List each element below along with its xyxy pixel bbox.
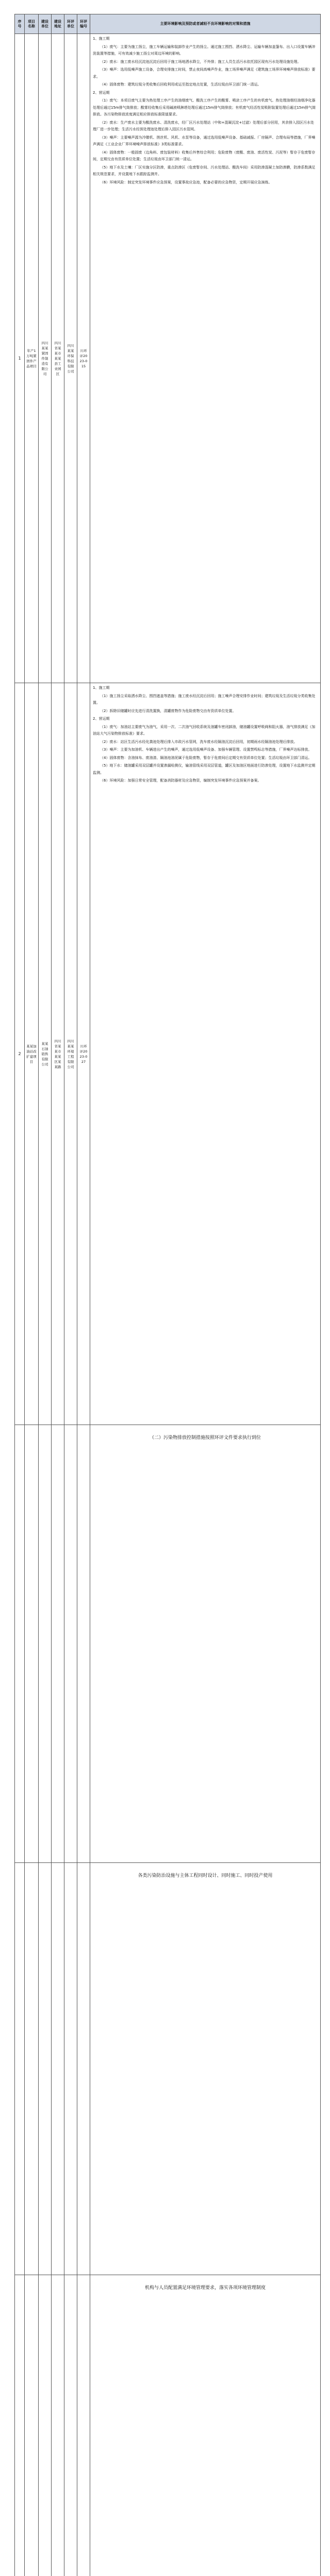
measure-paragraph: （1）废气：本项目废气主要为热处理工序产生的油烟废气、酸洗工序产生的酸雾、喷涂工序产生的有机废气。热处理油烟经油烟净化器处理后通过15m排气筒排放；酸雾经收集后采用碱液喷淋塔处理后通过15m排气筒排放；有机废气经活性炭吸附装置处理后通过15m排气筒排放。各污染物排放浓度满足相应排放标准限值要求。 [93,98,316,116]
table-row [15,1863,321,2275]
measure-paragraph: （3）噪声：选用低噪声施工设备，合理安排施工时间，禁止夜间高噪声作业，施工场界噪声满足《建筑施工场界环境噪声排放标准》要求。 [93,67,316,79]
table-row [15,2275,321,2576]
measures-cell [90,683,321,1425]
document-page [14,14,320,2576]
table-row [15,34,321,683]
measure-paragraph: （1）废气：加油站主要废气为油气，采用一次、二次油气回收系统及油罐车密闭卸油，储油罐设置呼吸阀和阻火器，油气排放满足《加油站大气污染物排放标准》要求。 [93,724,316,736]
measure-paragraph: （2）废水：施工废水经沉淀池沉淀后回用于施工场地洒水降尘，不外排；施工人员生活污水依托园区现有污水处理设施处理。 [100,59,301,64]
measure-paragraph: （2）废水：站区生活污水经化粪池处理后排入市政污水管网，洗车废水经隔油沉淀后回用，初期雨水经隔油池处理后排放。 [100,739,298,744]
table-row [15,683,321,1425]
assessment-unit: 四川某某环境工程有限公司 [64,683,77,1425]
measure-paragraph: （2）废水：生产废水主要为酸洗废水、清洗废水，经厂区污水处理站（中和+混凝沉淀+过滤）处理后部分回用，其余排入园区污水处理厂进一步处理；生活污水经预处理池处理后排入园区污水管网。 [93,120,315,131]
measure-paragraph: （4）固体废物：一般固废（边角料、废包装材料）收集后外售综合利用；危险废物（废酸、废油、废活性炭、污泥等）暂存于危废暂存间，定期交由有资质单位处置；生活垃圾由环卫部门统一清运。 [93,150,316,161]
header-address: 建设地址 [52,14,64,34]
measure-paragraph: （3）噪声：主要为加油机、车辆进出产生的噪声，通过选用低噪声设备、加强车辆管理、设置禁鸣标志等措施，厂界噪声达标排放。 [100,748,312,752]
measure-paragraph: （2）拆除旧储罐时应先进行清洗置换，清罐废物作为危险废物交由有资质单位处置。 [100,708,236,713]
assessment-unit: 四川某某环保科技有限公司 [64,34,77,683]
company-name: 四川某某紧固件制造有限公司 [39,34,52,683]
row-index: 2 [15,683,25,1425]
header-company: 建设单位 [39,14,52,34]
measure-paragraph: （4）固体废物：含油抹布、废油渣、隔油池油泥属于危险废物，暂存于危废间后定期交有资质单位处置；生活垃圾由环卫部门清运。 [100,755,312,760]
company-name: 某某石油销售有限公司 [39,683,52,1425]
header-report-number: 环评编号 [77,14,90,34]
continuation-cell: （二）污染物排放控制措施按照环评文件要求执行到位 [90,1425,321,1863]
table-row [15,1425,321,1863]
measure-paragraph: （6）环境风险：制定突发环境事件应急预案，设置事故应急池，配备必要的应急物资，定期开展应急演练。 [100,180,272,184]
header-measures: 主要环境影响及预防或者减轻不良环境影响的对策和措施 [90,14,321,34]
report-number: 川环评2023-027 [77,683,90,1425]
measures-cell [90,34,321,683]
measure-paragraph: （1）废气：主要为施工扬尘，施工车辆运输和装卸作业产生的扬尘。通过施工围挡、洒水降尘、运输车辆加盖篷布、出入口设置车辆冲洗装置等措施，可有效减少施工扬尘对周边环境的影响。 [93,44,316,56]
project-address: 四川省某某市某某区某某路 [52,683,64,1425]
measure-paragraph: （3）噪声：主要噪声源为冷镦机、搓丝机、风机、水泵等设备，通过选用低噪声设备、基础减振、厂房隔声、合理布局等措施，厂界噪声满足《工业企业厂界环境噪声排放标准》3类标准要求。 [93,135,316,146]
header-project-name: 项目名称 [25,14,39,34]
header-assessor: 环评单位 [64,14,77,34]
project-name: 年产1万吨紧固件产品项目 [25,34,39,683]
measure-paragraph: （5）地下水及土壤：厂区实施分区防渗，重点防渗区（危废暂存间、污水处理站、酸洗车间）采用防渗混凝土加防渗膜，防渗系数满足相关规范要求，并设置地下水跟踪监测井。 [93,165,316,176]
header-index: 序号 [15,14,25,34]
continuation-cell: 机构与人员配置满足环境管理要求，落实各项环境管理制度 [90,2275,321,2576]
row-index: 1 [15,34,25,683]
measure-paragraph: 1、施工期 [93,686,110,690]
measure-paragraph: 2、营运期 [93,90,110,95]
measure-paragraph: 1、施工期 [93,37,110,41]
report-number: 川环评2023-015 [77,34,90,683]
continuation-cell: 各类污染防治设施与主体工程同时设计、同时施工、同时投产使用 [90,1863,321,2275]
measure-paragraph: （5）地下水：储油罐采用双层罐并设置渗漏检测仪，输油管线采用双层管道，罐区及加油区地面进行防渗处理，设置地下水监测井定期监测。 [93,764,316,775]
environmental-assessment-table [14,14,321,2576]
measure-paragraph: （4）固体废物：建筑垃圾分类收集后回收利用或运至指定地点处置，生活垃圾由环卫部门统一清运。 [100,82,261,87]
table-header-row [15,14,321,34]
measure-paragraph: 2、营运期 [93,717,110,721]
project-name: 某某加油站改扩建项目 [25,683,39,1425]
project-address: 四川省某某市某某县工业园区 [52,34,64,683]
measure-paragraph: （1）施工扬尘采取洒水降尘、围挡遮盖等措施；施工废水经沉淀后回用；施工噪声合理安排作业时间；建筑垃圾及生活垃圾分类收集处置。 [93,693,316,705]
measure-paragraph: （6）环境风险：加强日常安全管理，配备消防器材及应急物资，编制突发环境事件应急预案并备案。 [100,778,261,783]
